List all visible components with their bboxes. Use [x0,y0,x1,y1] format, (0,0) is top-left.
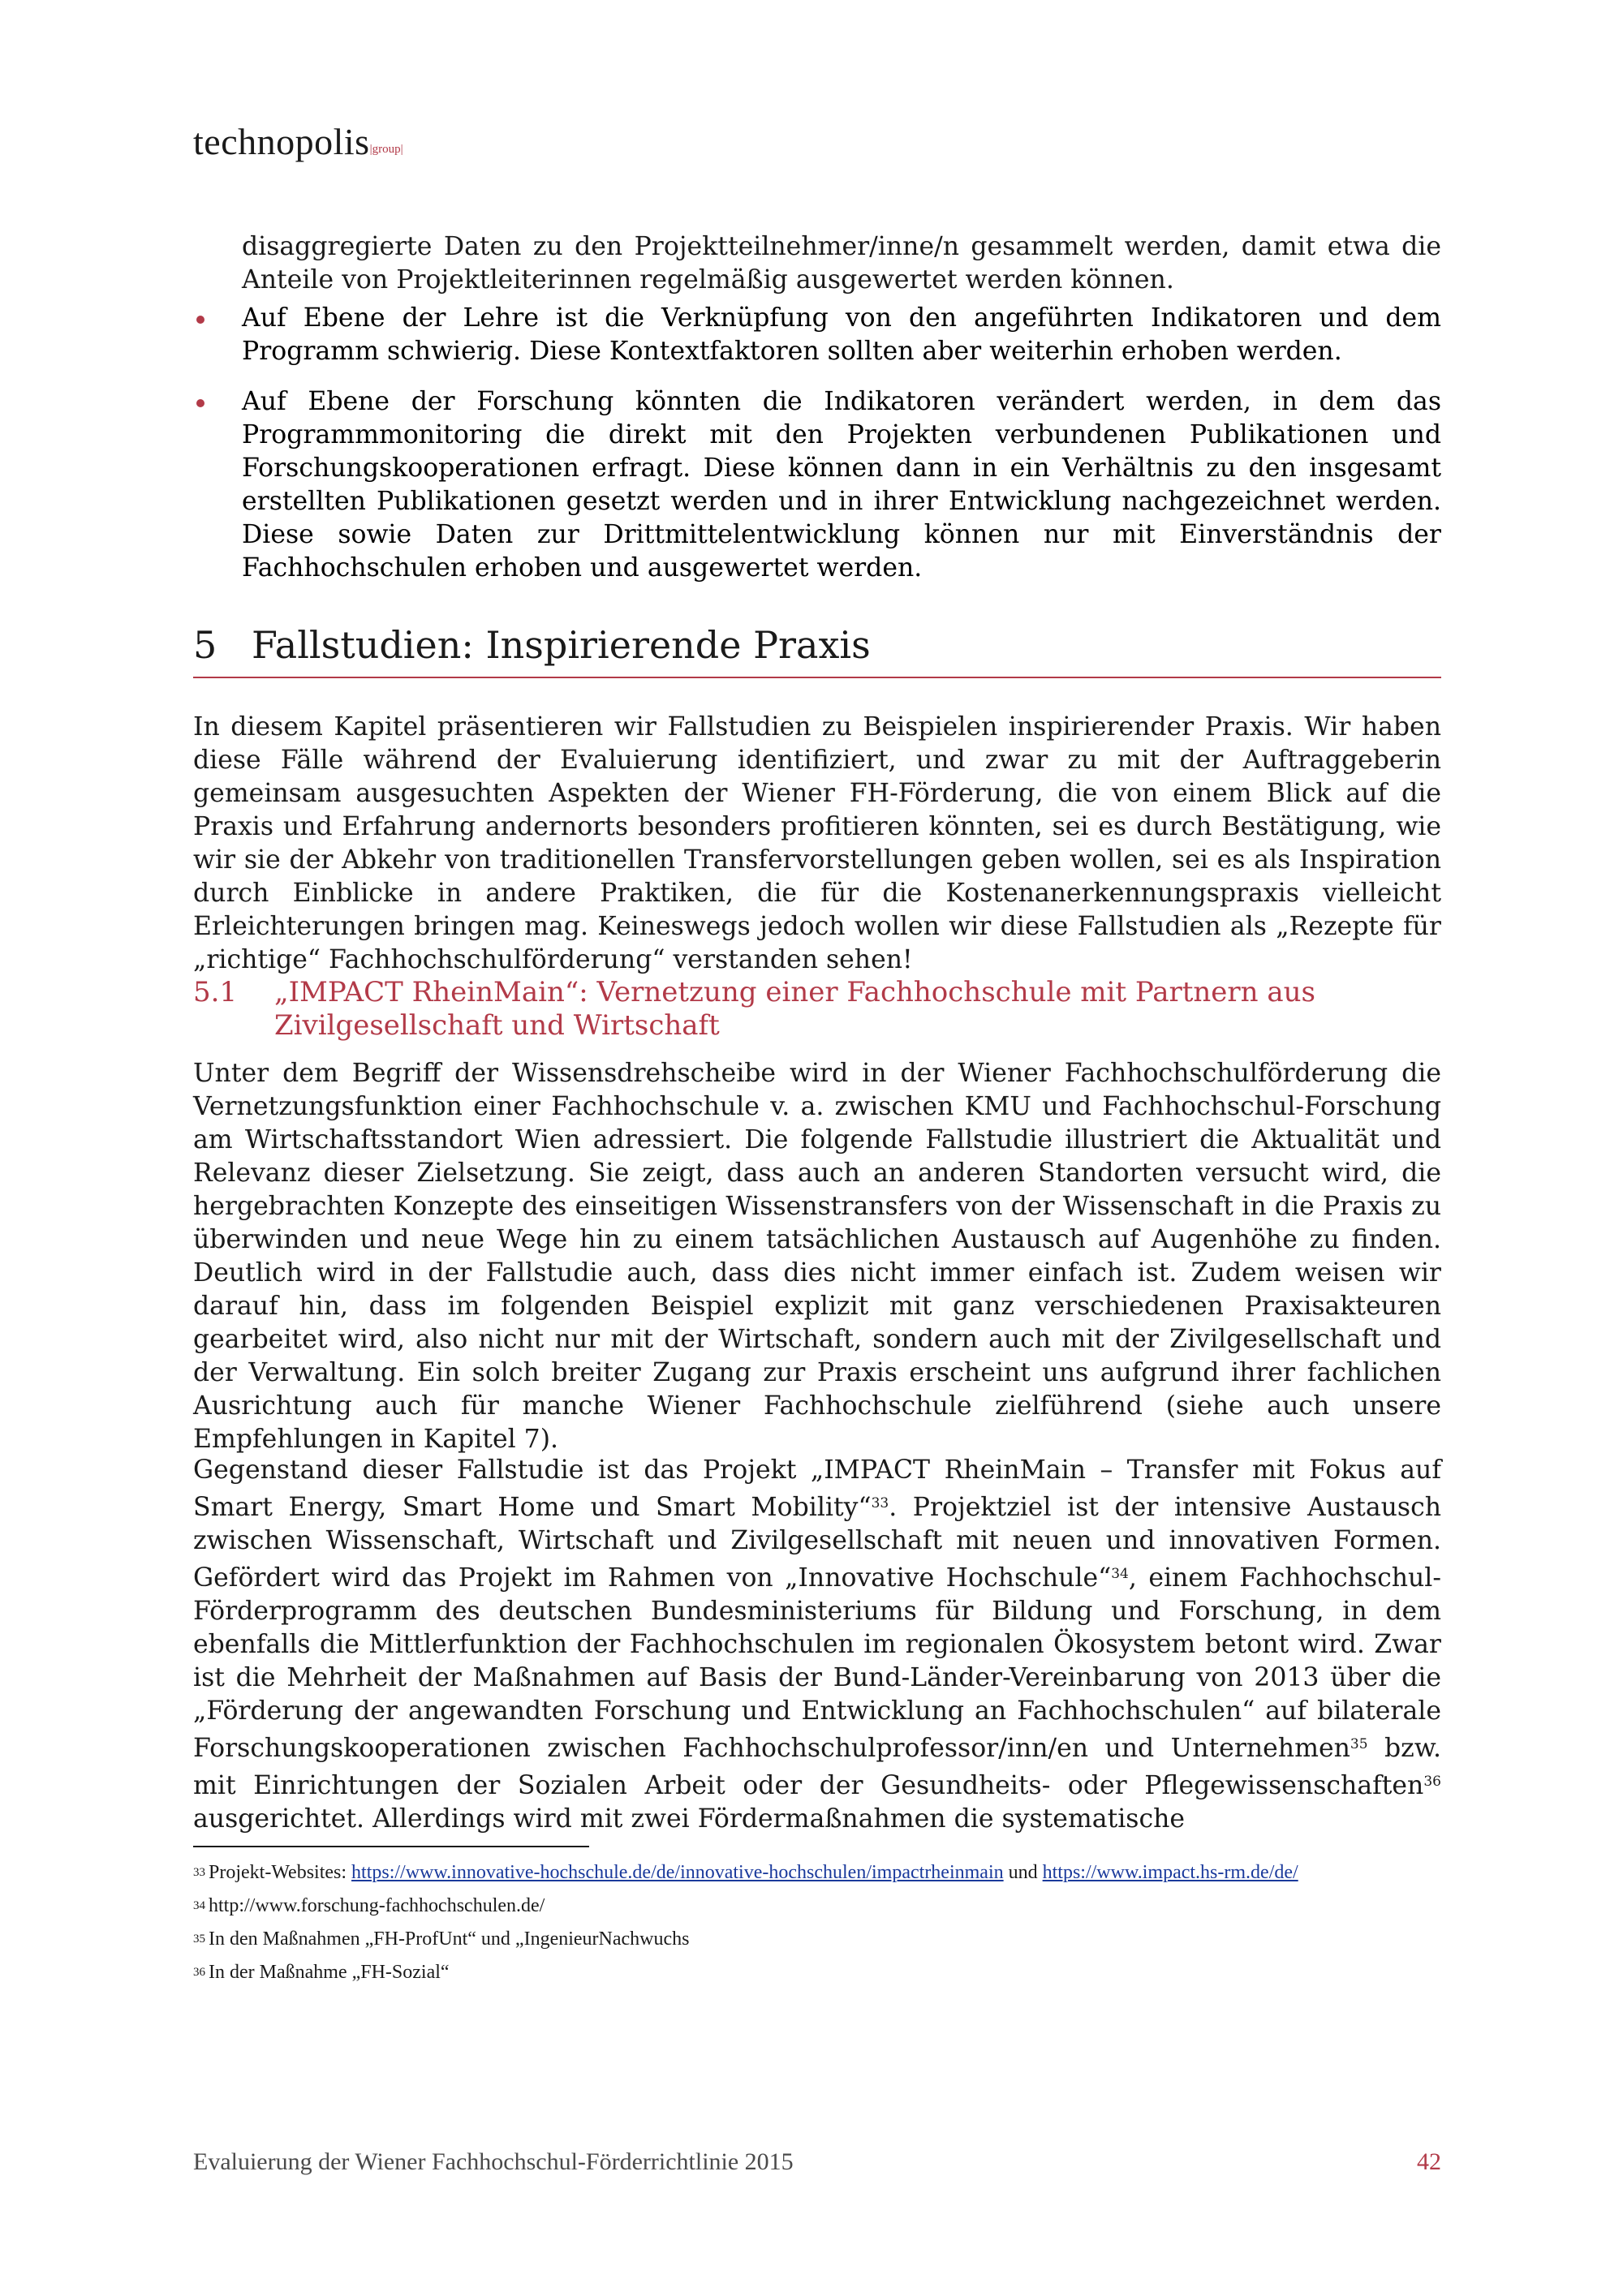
footnote-ref-33[interactable]: 33 [871,1495,889,1511]
paragraph-1-text: Unter dem Begriff der Wissensdrehscheibe wird in der Wiener Fachhochschulförderung die Vernetzungsfunktion einer Fachhochschule v. a. zwischen KMU und Fachhochschul-Forschung am Wirtschaftsstandort Wien adressiert. Die folgende Fallstudie illustriert die Aktualität und Relevanz dieser Zielsetzung. Sie zeigt, dass auch an anderen Standorten versucht wird, die hergebrachten Konzepte des einseitigen Wissenstransfers von der Wissenschaft in die Praxis zu überwinden und neue Wege hin zu einem tatsächlichen Austausch auf Augenhöhe zu finden. Deutlich wird in der Fallstudie auch, dass dies nicht immer einfach ist. Zudem weisen wir darauf hin, dass im folgenden Beispiel explizit mit ganz verschiedenen Praxisakteuren gearbeitet wird, also nicht nur mit der Wirtschaft, sondern auch mit der Zivilgesellschaft und der Verwaltung. Ein solch breiter Zugang zur Praxis erscheint uns aufgrund ihrer fachlichen Ausrichtung auch für manche Wiener Fachhochschule zielführend (siehe auch unsere Empfehlungen in Kapitel 7). [193,1059,1441,1454]
footnote-ref-35[interactable]: 35 [1350,1736,1368,1752]
intro-continuation-text: disaggregierte Daten zu den Projektteilnehmer/inne/n gesammelt werden, damit etwa die Anteile von Projektleiterinnen regelmäßig ausgewertet werden können. [242,232,1441,295]
paragraph-2-part-d: bzw. mit Einrichtungen der Sozialen Arbeit oder der Gesundheits- oder Pflegewissenschaften [193,1734,1442,1800]
logo-suffix: |group| [369,143,403,156]
footnote-33 [193,1860,1441,1885]
paragraph-2-part-a: Gegenstand dieser Fallstudie ist das Projekt „IMPACT RheinMain – Transfer mit Fokus auf Smart Energy, Smart Home und Smart Mobility“ [193,1455,1441,1522]
bullet-item [193,302,1441,368]
footnote-text: http://www.forschung-fachhochschulen.de/ [209,1895,545,1916]
footnotes [193,1860,1441,1993]
subsection-title: „IMPACT RheinMain“: Vernetzung einer Fachhochschule mit Partnern aus Zivilgesellschaft und Wirtschaft [274,976,1316,1042]
subsection-paragraph-2 [193,1454,1441,1836]
section-number: 5 [193,623,217,667]
footnote-ref-36[interactable]: 36 [1423,1774,1441,1790]
footnote-number: 35 [193,1933,205,1946]
subsection-heading [193,976,1441,1043]
section-intro [193,711,1441,977]
footnote-text: Projekt-Websites: [209,1862,352,1883]
footnote-ref-34[interactable]: 34 [1111,1566,1129,1582]
footer-title: Evaluierung der Wiener Fachhochschul-Förderrichtlinie 2015 [193,2148,794,2175]
bullet-text: Auf Ebene der Lehre ist die Verknüpfung von den angeführten Indikatoren und dem Programm schwierig. Diese Kontextfaktoren sollten aber weiterhin erhoben werden. [242,303,1441,366]
logo-text: technopolis [193,121,370,162]
footnote-36 [193,1960,1441,1984]
page-footer [193,2148,1441,2176]
footnote-divider [193,1846,589,1847]
footnote-number: 34 [193,1899,205,1912]
intro-continuation [193,230,1441,297]
footnote-34 [193,1894,1441,1918]
bullet-dot-icon [196,316,204,324]
paragraph-2-part-e: ausgerichtet. Allerdings wird mit zwei Fördermaßnahmen die systematische [193,1804,1186,1834]
footnote-35 [193,1927,1441,1951]
footnote-link-impact-hs-rm[interactable]: https://www.impact.hs-rm.de/de/ [1042,1862,1298,1883]
footnote-text: In den Maßnahmen „FH-ProfUnt“ und „IngenieurNachwuchs [209,1928,690,1950]
section-title: Fallstudien: Inspirierende Praxis [252,623,871,667]
section-intro-text: In diesem Kapitel präsentieren wir Fallstudien zu Beispielen inspirierender Praxis. Wir haben diese Fälle während der Evaluierung identifiziert, und zwar zu mit der Auftraggeberin gemeinsam ausgesuchten Aspekten der Wiener FH-Förderung, die von einem Blick auf die Praxis und Erfahrung andernorts besonders profitieren könnten, sei es durch Bestätigung, wie wir sie der Abkehr von traditionellen Transfervorstellungen geben wollen, sei es als Inspiration durch Einblicke in andere Praktiken, die für die Kostenanerkennungspraxis vielleicht Erleichterungen bringen mag. Keineswegs jedoch wollen wir diese Fallstudien als „Rezepte für „richtige“ Fachhochschulförderung“ verstanden sehen! [193,712,1441,974]
bullet-item [193,385,1441,585]
footnote-number: 36 [193,1966,205,1979]
section-heading [193,623,1441,678]
footnote-link-innovative-hochschule[interactable]: https://www.innovative-hochschule.de/de/innovative-hochschulen/impactrheinmain [351,1862,1004,1883]
footnote-text: In der Maßnahme „FH-Sozial“ [209,1962,450,1983]
footnote-number: 33 [193,1866,205,1879]
bullet-dot-icon [196,399,204,407]
subsection-paragraph-1 [193,1057,1441,1456]
bullet-text: Auf Ebene der Forschung könnten die Indikatoren verändert werden, in dem das Programmmonitoring die direkt mit den Projekten verbundenen Publikationen und Forschungskooperationen erfragt. Diese können dann in ein Verhältnis zu den insgesamt erstellten Publikationen gesetzt werden und in ihrer Entwicklung nachgezeichnet werden. Diese sowie Daten zur Drittmittelentwicklung können nur mit Einverständnis der Fachhochschulen erhoben und ausgewertet werden. [242,387,1441,583]
paragraph-2-part-b: . Projektziel ist der intensive Austausch zwischen Wissenschaft, Wirtschaft und Zivilgesellschaft mit neuen und innovativen Formen. Gefördert wird das Projekt im Rahmen von „Innovative Hochschule“ [193,1493,1441,1593]
page-number: 42 [1417,2148,1441,2175]
bullet-list [193,302,1441,602]
technopolis-logo [193,120,403,163]
paragraph-2-text [193,1454,1441,1836]
paragraph-2-part-c: , einem Fachhochschul-Förderprogramm des deutschen Bundesministeriums für Bildung und Forschung, in dem ebenfalls die Mittlerfunktion der Fachhochschulen im regionalen Ökosystem betont wird. Zwar ist die Mehrheit der Maßnahmen auf Basis der Bund-Länder-Vereinbarung von 2013 über die „Förderung der angewandten Forschung und Entwicklung an Fachhochschulen“ auf bilaterale Forschungskooperationen zwischen Fachhochschulprofessor/inn/en und Unternehmen [193,1563,1442,1763]
subsection-number: 5.1 [193,976,238,1008]
footnote-connector: und [1003,1862,1043,1883]
